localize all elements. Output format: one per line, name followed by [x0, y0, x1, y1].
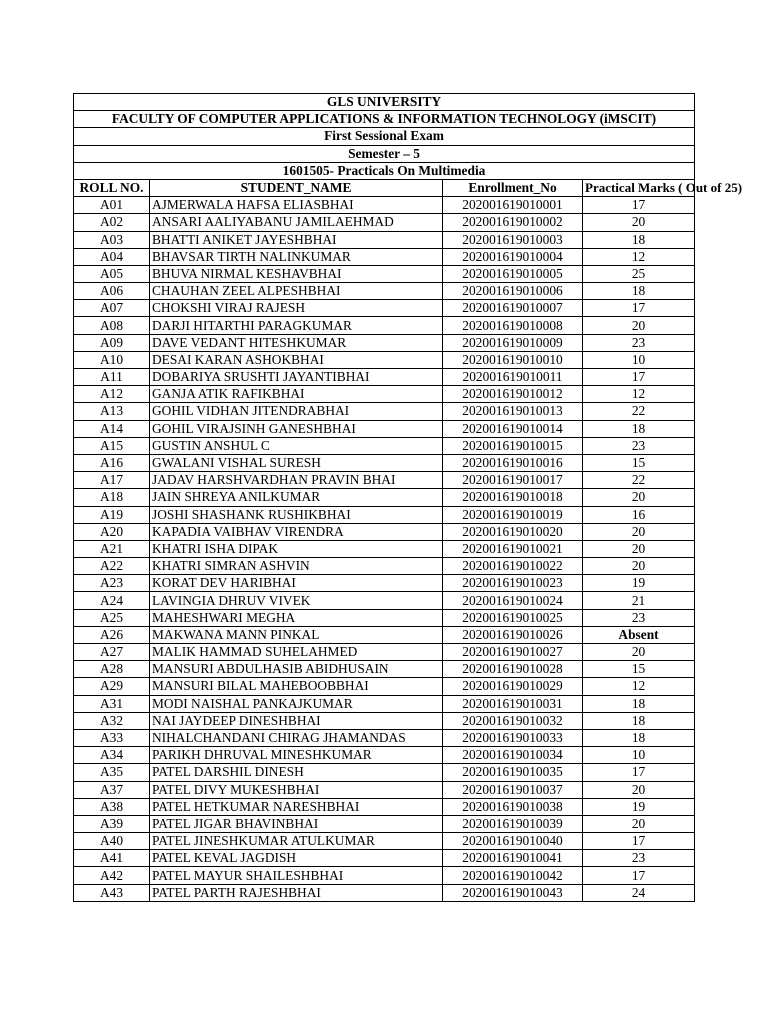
student-name-cell: MAHESHWARI MEGHA	[150, 609, 443, 626]
table-row	[74, 729, 695, 746]
roll-no-cell: A02	[74, 214, 150, 231]
roll-no-cell: A37	[74, 781, 150, 798]
enrollment-no-cell: 202001619010008	[443, 317, 583, 334]
enrollment-no-cell: 202001619010039	[443, 815, 583, 832]
practical-marks-cell: 22	[583, 472, 695, 489]
enrollment-no-cell: 202001619010022	[443, 558, 583, 575]
student-name-cell: PATEL DARSHIL DINESH	[150, 764, 443, 781]
roll-no-cell: A12	[74, 386, 150, 403]
enrollment-no-cell: 202001619010002	[443, 214, 583, 231]
practical-marks-cell: 18	[583, 712, 695, 729]
roll-no-cell: A13	[74, 403, 150, 420]
roll-no-cell: A08	[74, 317, 150, 334]
table-row	[74, 265, 695, 282]
practical-marks-cell: 12	[583, 678, 695, 695]
roll-no-cell: A05	[74, 265, 150, 282]
enrollment-no-cell: 202001619010003	[443, 231, 583, 248]
practical-marks-cell: 20	[583, 489, 695, 506]
student-name-cell: CHOKSHI VIRAJ RAJESH	[150, 300, 443, 317]
table-row	[74, 764, 695, 781]
table-row	[74, 472, 695, 489]
student-name-cell: BHUVA NIRMAL KESHAVBHAI	[150, 265, 443, 282]
roll-no-cell: A11	[74, 369, 150, 386]
roll-no-cell: A10	[74, 351, 150, 368]
subject-title: 1601505- Practicals On Multimedia	[74, 162, 695, 179]
table-row	[74, 644, 695, 661]
enrollment-no-cell: 202001619010018	[443, 489, 583, 506]
table-row	[74, 850, 695, 867]
enrollment-no-cell: 202001619010041	[443, 850, 583, 867]
practical-marks-cell: 20	[583, 815, 695, 832]
roll-no-cell: A28	[74, 661, 150, 678]
roll-no-cell: A24	[74, 592, 150, 609]
practical-marks-cell: 20	[583, 214, 695, 231]
roll-no-cell: A38	[74, 798, 150, 815]
practical-marks-cell: 18	[583, 231, 695, 248]
enrollment-no-cell: 202001619010033	[443, 729, 583, 746]
table-row	[74, 833, 695, 850]
practical-marks-cell: 18	[583, 695, 695, 712]
table-row	[74, 661, 695, 678]
enrollment-no-cell: 202001619010024	[443, 592, 583, 609]
enrollment-no-cell: 202001619010016	[443, 454, 583, 471]
practical-marks-cell: 17	[583, 300, 695, 317]
enrollment-no-cell: 202001619010028	[443, 661, 583, 678]
roll-no-cell: A21	[74, 540, 150, 557]
table-row	[74, 523, 695, 540]
student-name-cell: PATEL JIGAR BHAVINBHAI	[150, 815, 443, 832]
title-row	[74, 162, 695, 179]
enrollment-no-cell: 202001619010021	[443, 540, 583, 557]
student-name-cell: JOSHI SHASHANK RUSHIKBHAI	[150, 506, 443, 523]
table-row	[74, 489, 695, 506]
practical-marks-cell: 10	[583, 351, 695, 368]
enrollment-no-cell: 202001619010007	[443, 300, 583, 317]
roll-no-cell: A09	[74, 334, 150, 351]
roll-no-cell: A41	[74, 850, 150, 867]
student-name-cell: PATEL DIVY MUKESHBHAI	[150, 781, 443, 798]
roll-no-cell: A16	[74, 454, 150, 471]
header-enrollment-no: Enrollment_No	[443, 179, 583, 196]
practical-marks-cell: 18	[583, 283, 695, 300]
table-row	[74, 540, 695, 557]
enrollment-no-cell: 202001619010031	[443, 695, 583, 712]
student-name-cell: PATEL MAYUR SHAILESHBHAI	[150, 867, 443, 884]
enrollment-no-cell: 202001619010013	[443, 403, 583, 420]
enrollment-no-cell: 202001619010010	[443, 351, 583, 368]
enrollment-no-cell: 202001619010042	[443, 867, 583, 884]
roll-no-cell: A23	[74, 575, 150, 592]
table-row	[74, 248, 695, 265]
table-row	[74, 747, 695, 764]
student-name-cell: KORAT DEV HARIBHAI	[150, 575, 443, 592]
roll-no-cell: A06	[74, 283, 150, 300]
practical-marks-cell: 23	[583, 850, 695, 867]
enrollment-no-cell: 202001619010005	[443, 265, 583, 282]
student-name-cell: DARJI HITARTHI PARAGKUMAR	[150, 317, 443, 334]
practical-marks-cell: 16	[583, 506, 695, 523]
practical-marks-cell: 21	[583, 592, 695, 609]
table-row	[74, 351, 695, 368]
enrollment-no-cell: 202001619010001	[443, 197, 583, 214]
practical-marks-cell: 24	[583, 884, 695, 901]
enrollment-no-cell: 202001619010029	[443, 678, 583, 695]
practical-marks-cell: 17	[583, 197, 695, 214]
practical-marks-cell: 17	[583, 833, 695, 850]
enrollment-no-cell: 202001619010011	[443, 369, 583, 386]
table-row	[74, 592, 695, 609]
header-practical-marks: Practical Marks ( Out of 25)	[583, 179, 695, 196]
student-name-cell: PATEL HETKUMAR NARESHBHAI	[150, 798, 443, 815]
marks-sheet-body	[74, 94, 743, 902]
enrollment-no-cell: 202001619010027	[443, 644, 583, 661]
table-row	[74, 197, 695, 214]
student-name-cell: DESAI KARAN ASHOKBHAI	[150, 351, 443, 368]
enrollment-no-cell: 202001619010043	[443, 884, 583, 901]
enrollment-no-cell: 202001619010037	[443, 781, 583, 798]
table-row	[74, 695, 695, 712]
exam-title: First Sessional Exam	[74, 128, 695, 145]
roll-no-cell: A29	[74, 678, 150, 695]
roll-no-cell: A20	[74, 523, 150, 540]
student-name-cell: GOHIL VIDHAN JITENDRABHAI	[150, 403, 443, 420]
roll-no-cell: A15	[74, 437, 150, 454]
title-row	[74, 111, 695, 128]
table-row	[74, 334, 695, 351]
student-name-cell: KHATRI ISHA DIPAK	[150, 540, 443, 557]
student-name-cell: NIHALCHANDANI CHIRAG JHAMANDAS	[150, 729, 443, 746]
enrollment-no-cell: 202001619010012	[443, 386, 583, 403]
table-row	[74, 712, 695, 729]
university-title: GLS UNIVERSITY	[74, 94, 695, 111]
practical-marks-cell: 17	[583, 867, 695, 884]
student-name-cell: GOHIL VIRAJSINH GANESHBHAI	[150, 420, 443, 437]
roll-no-cell: A14	[74, 420, 150, 437]
roll-no-cell: A18	[74, 489, 150, 506]
practical-marks-cell: 20	[583, 644, 695, 661]
student-name-cell: PATEL JINESHKUMAR ATULKUMAR	[150, 833, 443, 850]
enrollment-no-cell: 202001619010035	[443, 764, 583, 781]
student-name-cell: DOBARIYA SRUSHTI JAYANTIBHAI	[150, 369, 443, 386]
table-row	[74, 300, 695, 317]
practical-marks-cell: 15	[583, 454, 695, 471]
practical-marks-cell: 15	[583, 661, 695, 678]
student-name-cell: PARIKH DHRUVAL MINESHKUMAR	[150, 747, 443, 764]
student-name-cell: GWALANI VISHAL SURESH	[150, 454, 443, 471]
practical-marks-cell: 17	[583, 764, 695, 781]
semester-title: Semester – 5	[74, 145, 695, 162]
student-name-cell: KAPADIA VAIBHAV VIRENDRA	[150, 523, 443, 540]
roll-no-cell: A34	[74, 747, 150, 764]
enrollment-no-cell: 202001619010032	[443, 712, 583, 729]
table-row	[74, 317, 695, 334]
roll-no-cell: A01	[74, 197, 150, 214]
table-row	[74, 781, 695, 798]
roll-no-cell: A27	[74, 644, 150, 661]
enrollment-no-cell: 202001619010025	[443, 609, 583, 626]
table-row	[74, 283, 695, 300]
student-name-cell: LAVINGIA DHRUV VIVEK	[150, 592, 443, 609]
table-row	[74, 506, 695, 523]
title-row	[74, 128, 695, 145]
enrollment-no-cell: 202001619010020	[443, 523, 583, 540]
marks-sheet-table	[73, 93, 743, 902]
table-row	[74, 867, 695, 884]
header-student-name: STUDENT_NAME	[150, 179, 443, 196]
enrollment-no-cell: 202001619010034	[443, 747, 583, 764]
roll-no-cell: A43	[74, 884, 150, 901]
practical-marks-cell: 20	[583, 317, 695, 334]
enrollment-no-cell: 202001619010040	[443, 833, 583, 850]
title-row	[74, 145, 695, 162]
table-row	[74, 575, 695, 592]
enrollment-no-cell: 202001619010014	[443, 420, 583, 437]
column-header-row	[74, 179, 695, 196]
student-name-cell: GUSTIN ANSHUL C	[150, 437, 443, 454]
roll-no-cell: A32	[74, 712, 150, 729]
practical-marks-cell: Absent	[583, 626, 695, 643]
table-row	[74, 403, 695, 420]
enrollment-no-cell: 202001619010038	[443, 798, 583, 815]
roll-no-cell: A39	[74, 815, 150, 832]
student-name-cell: PATEL PARTH RAJESHBHAI	[150, 884, 443, 901]
practical-marks-cell: 19	[583, 575, 695, 592]
table-row	[74, 231, 695, 248]
student-name-cell: CHAUHAN ZEEL ALPESHBHAI	[150, 283, 443, 300]
practical-marks-cell: 20	[583, 781, 695, 798]
student-name-cell: KHATRI SIMRAN ASHVIN	[150, 558, 443, 575]
student-name-cell: ANSARI AALIYABANU JAMILAEHMAD	[150, 214, 443, 231]
practical-marks-cell: 20	[583, 540, 695, 557]
enrollment-no-cell: 202001619010023	[443, 575, 583, 592]
table-row	[74, 609, 695, 626]
table-row	[74, 214, 695, 231]
practical-marks-cell: 18	[583, 729, 695, 746]
table-row	[74, 626, 695, 643]
enrollment-no-cell: 202001619010006	[443, 283, 583, 300]
table-row	[74, 678, 695, 695]
student-name-cell: NAI JAYDEEP DINESHBHAI	[150, 712, 443, 729]
practical-marks-cell: 19	[583, 798, 695, 815]
student-name-cell: GANJA ATIK RAFIKBHAI	[150, 386, 443, 403]
roll-no-cell: A03	[74, 231, 150, 248]
roll-no-cell: A19	[74, 506, 150, 523]
table-row	[74, 420, 695, 437]
student-name-cell: DAVE VEDANT HITESHKUMAR	[150, 334, 443, 351]
practical-marks-cell: 12	[583, 386, 695, 403]
practical-marks-cell: 25	[583, 265, 695, 282]
enrollment-no-cell: 202001619010009	[443, 334, 583, 351]
practical-marks-cell: 18	[583, 420, 695, 437]
title-row	[74, 94, 695, 111]
student-name-cell: MANSURI BILAL MAHEBOOBBHAI	[150, 678, 443, 695]
enrollment-no-cell: 202001619010017	[443, 472, 583, 489]
practical-marks-cell: 23	[583, 437, 695, 454]
student-name-cell: MANSURI ABDULHASIB ABIDHUSAIN	[150, 661, 443, 678]
practical-marks-cell: 12	[583, 248, 695, 265]
enrollment-no-cell: 202001619010015	[443, 437, 583, 454]
roll-no-cell: A26	[74, 626, 150, 643]
student-name-cell: BHATTI ANIKET JAYESHBHAI	[150, 231, 443, 248]
student-name-cell: JADAV HARSHVARDHAN PRAVIN BHAI	[150, 472, 443, 489]
roll-no-cell: A17	[74, 472, 150, 489]
roll-no-cell: A35	[74, 764, 150, 781]
student-name-cell: MAKWANA MANN PINKAL	[150, 626, 443, 643]
enrollment-no-cell: 202001619010026	[443, 626, 583, 643]
enrollment-no-cell: 202001619010004	[443, 248, 583, 265]
roll-no-cell: A31	[74, 695, 150, 712]
student-name-cell: MODI NAISHAL PANKAJKUMAR	[150, 695, 443, 712]
student-name-cell: JAIN SHREYA ANILKUMAR	[150, 489, 443, 506]
student-name-cell: BHAVSAR TIRTH NALINKUMAR	[150, 248, 443, 265]
header-roll-no: ROLL NO.	[74, 179, 150, 196]
table-row	[74, 798, 695, 815]
roll-no-cell: A07	[74, 300, 150, 317]
faculty-title: FACULTY OF COMPUTER APPLICATIONS & INFORMATION TECHNOLOGY (iMSCIT)	[74, 111, 695, 128]
practical-marks-cell: 20	[583, 558, 695, 575]
table-row	[74, 386, 695, 403]
practical-marks-cell: 23	[583, 334, 695, 351]
table-row	[74, 815, 695, 832]
roll-no-cell: A33	[74, 729, 150, 746]
table-row	[74, 454, 695, 471]
table-row	[74, 558, 695, 575]
student-name-cell: PATEL KEVAL JAGDISH	[150, 850, 443, 867]
table-row	[74, 884, 695, 901]
roll-no-cell: A25	[74, 609, 150, 626]
roll-no-cell: A04	[74, 248, 150, 265]
roll-no-cell: A22	[74, 558, 150, 575]
practical-marks-cell: 20	[583, 523, 695, 540]
practical-marks-cell: 17	[583, 369, 695, 386]
student-name-cell: MALIK HAMMAD SUHELAHMED	[150, 644, 443, 661]
practical-marks-cell: 23	[583, 609, 695, 626]
roll-no-cell: A42	[74, 867, 150, 884]
practical-marks-cell: 10	[583, 747, 695, 764]
practical-marks-cell: 22	[583, 403, 695, 420]
table-row	[74, 369, 695, 386]
roll-no-cell: A40	[74, 833, 150, 850]
enrollment-no-cell: 202001619010019	[443, 506, 583, 523]
student-name-cell: AJMERWALA HAFSA ELIASBHAI	[150, 197, 443, 214]
table-row	[74, 437, 695, 454]
